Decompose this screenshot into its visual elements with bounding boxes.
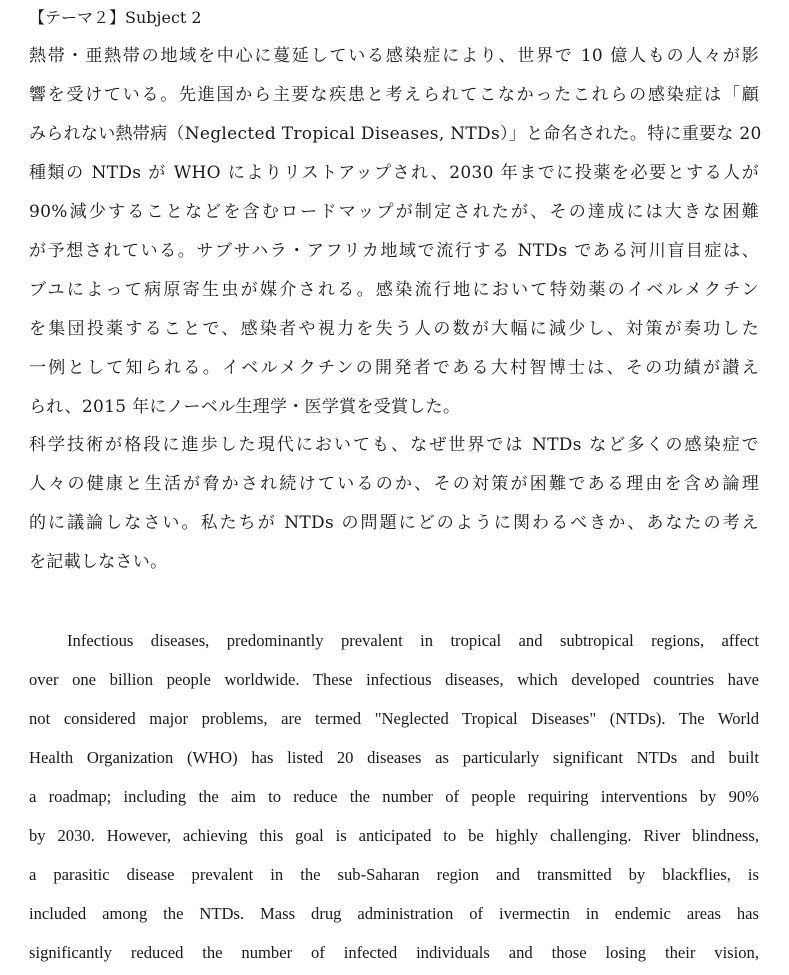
en-line: over one billion people worldwide. These infectious diseases, which developed countries have	[29, 670, 759, 689]
en-line: included among the NTDs. Mass drug administration of ivermectin in endemic areas has	[29, 904, 759, 923]
en-line: Health Organization (WHO) has listed 20 diseases as particularly significant NTDs and built	[29, 748, 759, 767]
jp-line: を集団投薬することで、感染者や視力を失う人の数が大幅に減少し、対策が奏功した	[29, 319, 759, 339]
subject-heading: 【テーマ２】Subject 2	[29, 8, 202, 27]
jp-line: ブユによって病原寄生虫が媒介される。感染流行地において特効薬のイベルメクチン	[29, 280, 759, 300]
jp-line: を記載しなさい。	[29, 552, 168, 572]
jp-line: 熱帯・亜熱帯の地域を中心に蔓延している感染症により、世界で 10 億人もの人々が影	[29, 46, 759, 66]
jp-line: 響を受けている。先進国から主要な疾患と考えられてこなかったこれらの感染症は「顧	[29, 85, 759, 105]
en-line: Infectious diseases, predominantly prevalent in tropical and subtropical regions, affect	[67, 631, 759, 650]
jp-line: 的に議論しなさい。私たちが NTDs の問題にどのように関わるべきか、あなたの考え	[29, 513, 759, 533]
en-line: by 2030. However, achieving this goal is anticipated to be highly challenging. River blindness,	[29, 826, 759, 845]
jp-line: られ、2015 年にノーベル生理学・医学賞を受賞した。	[29, 397, 461, 417]
en-line: not considered major problems, are termed "Neglected Tropical Diseases" (NTDs). The World	[29, 709, 759, 728]
jp-line: 人々の健康と生活が脅かされ続けているのか、その対策が困難である理由を含め論理	[29, 474, 759, 494]
en-line: a parasitic disease prevalent in the sub-Saharan region and transmitted by blackflies, is	[29, 865, 759, 884]
jp-line: が予想されている。サブサハラ・アフリカ地域で流行する NTDs である河川盲目症は、	[29, 241, 759, 261]
jp-line: みられない熱帯病（Neglected Tropical Diseases, NTDs）」と命名された。特に重要な 20	[29, 124, 762, 144]
en-line: significantly reduced the number of infected individuals and those losing their vision,	[29, 943, 759, 962]
en-line: a roadmap; including the aim to reduce the number of people requiring interventions by 90%	[29, 787, 759, 806]
jp-line: 一例として知られる。イベルメクチンの開発者である大村智博士は、その功績が讃え	[29, 358, 759, 378]
jp-line: 種類の NTDs が WHO によりリストアップされ、2030 年までに投薬を必要とする人が	[29, 163, 759, 183]
jp-line: 科学技術が格段に進歩した現代においても、なぜ世界では NTDs など多くの感染症で	[29, 435, 759, 455]
jp-line: 90%減少することなどを含むロードマップが制定されたが、その達成には大きな困難	[29, 202, 759, 222]
